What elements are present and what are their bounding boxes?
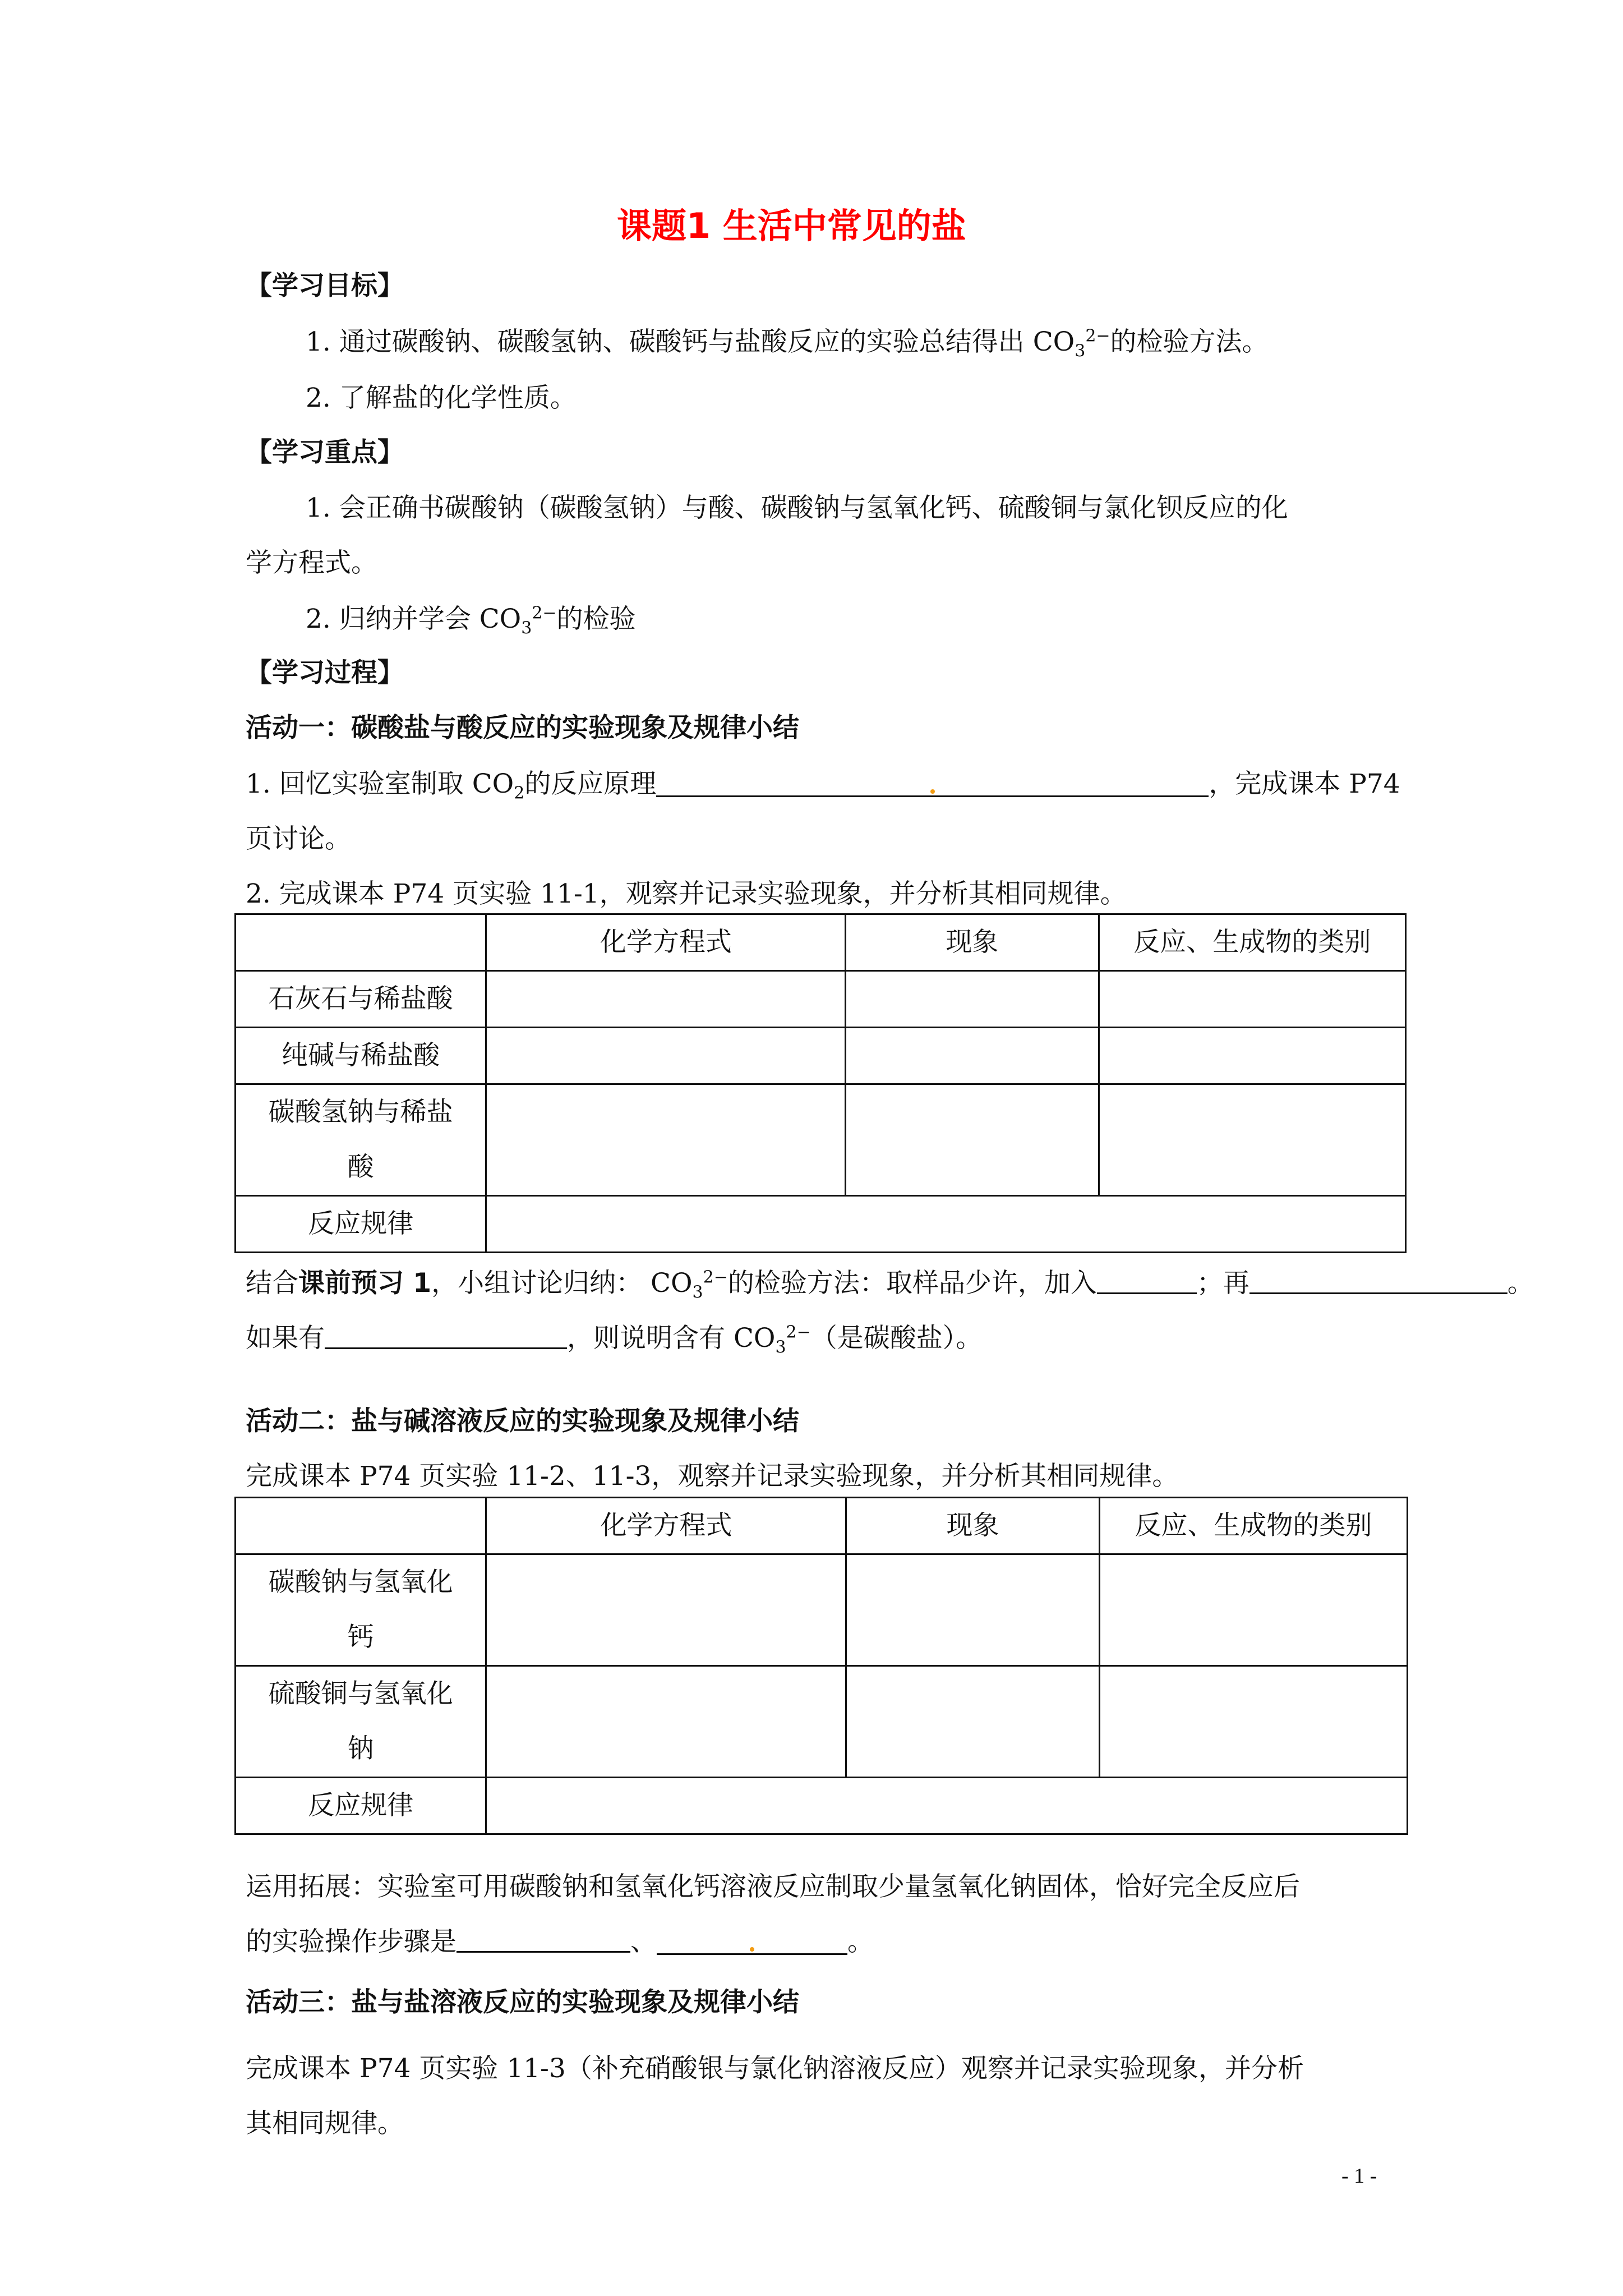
table-header-cell: 现象 <box>846 1498 1099 1554</box>
table-row <box>236 1778 1408 1834</box>
answer-cell[interactable] <box>1099 1666 1407 1778</box>
answer-cell[interactable] <box>486 1778 1408 1834</box>
activity1-table <box>234 913 1407 1253</box>
keypoints-heading: 【学习重点】 <box>246 437 404 468</box>
table-row <box>236 1084 1406 1196</box>
answer-cell[interactable] <box>486 1028 846 1084</box>
row-label: 反应规律 <box>236 1196 486 1253</box>
answer-cell[interactable] <box>486 1666 846 1778</box>
row-label: 石灰石与稀盐酸 <box>236 971 486 1028</box>
table-header-cell: 化学方程式 <box>486 914 846 971</box>
table-row <box>236 1666 1408 1778</box>
table-header-cell: 反应、生成物的类别 <box>1099 1498 1407 1554</box>
answer-blank[interactable] <box>1249 1270 1507 1294</box>
row-label: 反应规律 <box>236 1778 486 1834</box>
keypoint-item-2: 2. 归纳并学会 $CO_3^{2-}$的检验 <box>306 603 636 638</box>
activity2-extension-line-2: 的实验操作步骤是 、 。 <box>246 1926 874 1957</box>
objectives-heading: 【学习目标】 <box>246 270 404 301</box>
table-row <box>236 971 1406 1028</box>
mark-dot <box>750 1947 754 1952</box>
activity1-question-1: 1. 回忆实验室制取 $CO_2$的反应原理 ，完成课本 P74 <box>246 769 1400 803</box>
answer-blank[interactable] <box>656 773 1209 797</box>
row-label: 硫酸铜与氢氧化 钠 <box>236 1666 486 1778</box>
table-header-cell: 化学方程式 <box>486 1498 846 1554</box>
table-header-cell <box>236 1498 486 1554</box>
table-header-row <box>236 914 1406 971</box>
answer-blank[interactable] <box>325 1325 567 1349</box>
activity3-line-1: 完成课本 P74 页实验 11-3（补充硝酸银与氯化钠溶液反应）观察并记录实验现象，并分析 <box>246 2053 1304 2084</box>
activity2-table <box>234 1497 1408 1835</box>
table-header-cell <box>236 914 486 971</box>
mark-dot <box>930 789 935 794</box>
answer-cell[interactable] <box>846 1084 1099 1196</box>
activity1-heading: 活动一：碳酸盐与酸反应的实验现象及规律小结 <box>246 712 799 743</box>
row-label: 碳酸钠与氢氧化 钙 <box>236 1554 486 1666</box>
answer-blank[interactable] <box>1097 1270 1197 1294</box>
table-row <box>236 1554 1408 1666</box>
activity1-summary-line-2: 如果有 ，则说明含有 $CO_3^{2-}$（是碳酸盐）。 <box>246 1322 983 1358</box>
activity2-extension-line-1: 运用拓展：实验室可用碳酸钠和氢氧化钙溶液反应制取少量氢氧化钠固体，恰好完全反应后 <box>246 1871 1300 1902</box>
activity3-heading: 活动三：盐与盐溶液反应的实验现象及规律小结 <box>246 1987 799 2018</box>
page-number: - 1 - <box>1341 2164 1377 2188</box>
answer-cell[interactable] <box>846 1666 1099 1778</box>
activity1-question-1-line-2: 页讨论。 <box>246 823 351 854</box>
objective-item-1: 1. 通过碳酸钠、碳酸氢钠、碳酸钙与盐酸反应的实验总结得出 $CO_3^{2-}$的检验方法。 <box>306 326 1269 361</box>
objective-item-2: 2. 了解盐的化学性质。 <box>306 383 577 413</box>
answer-cell[interactable] <box>846 971 1099 1028</box>
table-header-cell: 反应、生成物的类别 <box>1099 914 1405 971</box>
activity2-intro: 完成课本 P74 页实验 11-2、11-3，观察并记录实验现象，并分析其相同规律。 <box>246 1461 1179 1492</box>
answer-cell[interactable] <box>486 1196 1406 1253</box>
table-header-cell: 现象 <box>846 914 1099 971</box>
process-heading: 【学习过程】 <box>246 657 404 688</box>
answer-cell[interactable] <box>486 971 846 1028</box>
answer-cell[interactable] <box>846 1028 1099 1084</box>
answer-cell[interactable] <box>1099 1554 1407 1666</box>
keypoint-item-1-line-1: 1. 会正确书碳酸钠（碳酸氢钠）与酸、碳酸钠与氢氧化钙、硫酸铜与氯化钡反应的化 <box>306 493 1288 523</box>
answer-cell[interactable] <box>1099 1084 1405 1196</box>
page-title: 课题1 生活中常见的盐 <box>617 205 966 246</box>
row-label: 碳酸氢钠与稀盐 酸 <box>236 1084 486 1196</box>
activity3-line-2: 其相同规律。 <box>246 2108 404 2139</box>
activity2-heading: 活动二：盐与碱溶液反应的实验现象及规律小结 <box>246 1406 799 1437</box>
table-row <box>236 1196 1406 1253</box>
keypoint-item-1-line-2: 学方程式。 <box>246 547 377 578</box>
answer-cell[interactable] <box>846 1554 1099 1666</box>
table-row <box>236 1028 1406 1084</box>
activity1-summary: 结合课前预习 1，小组讨论归纳： $CO_3^{2-}$的检验方法：取样品少许，加入 ；再 。 <box>246 1267 1534 1303</box>
answer-blank[interactable] <box>457 1929 630 1953</box>
answer-cell[interactable] <box>486 1554 846 1666</box>
answer-cell[interactable] <box>1099 971 1405 1028</box>
table-header-row <box>236 1498 1408 1554</box>
answer-cell[interactable] <box>1099 1028 1405 1084</box>
row-label: 纯碱与稀盐酸 <box>236 1028 486 1084</box>
activity1-question-2: 2. 完成课本 P74 页实验 11-1，观察并记录实验现象，并分析其相同规律。 <box>246 878 1127 909</box>
answer-blank[interactable] <box>657 1931 847 1955</box>
answer-cell[interactable] <box>486 1084 846 1196</box>
